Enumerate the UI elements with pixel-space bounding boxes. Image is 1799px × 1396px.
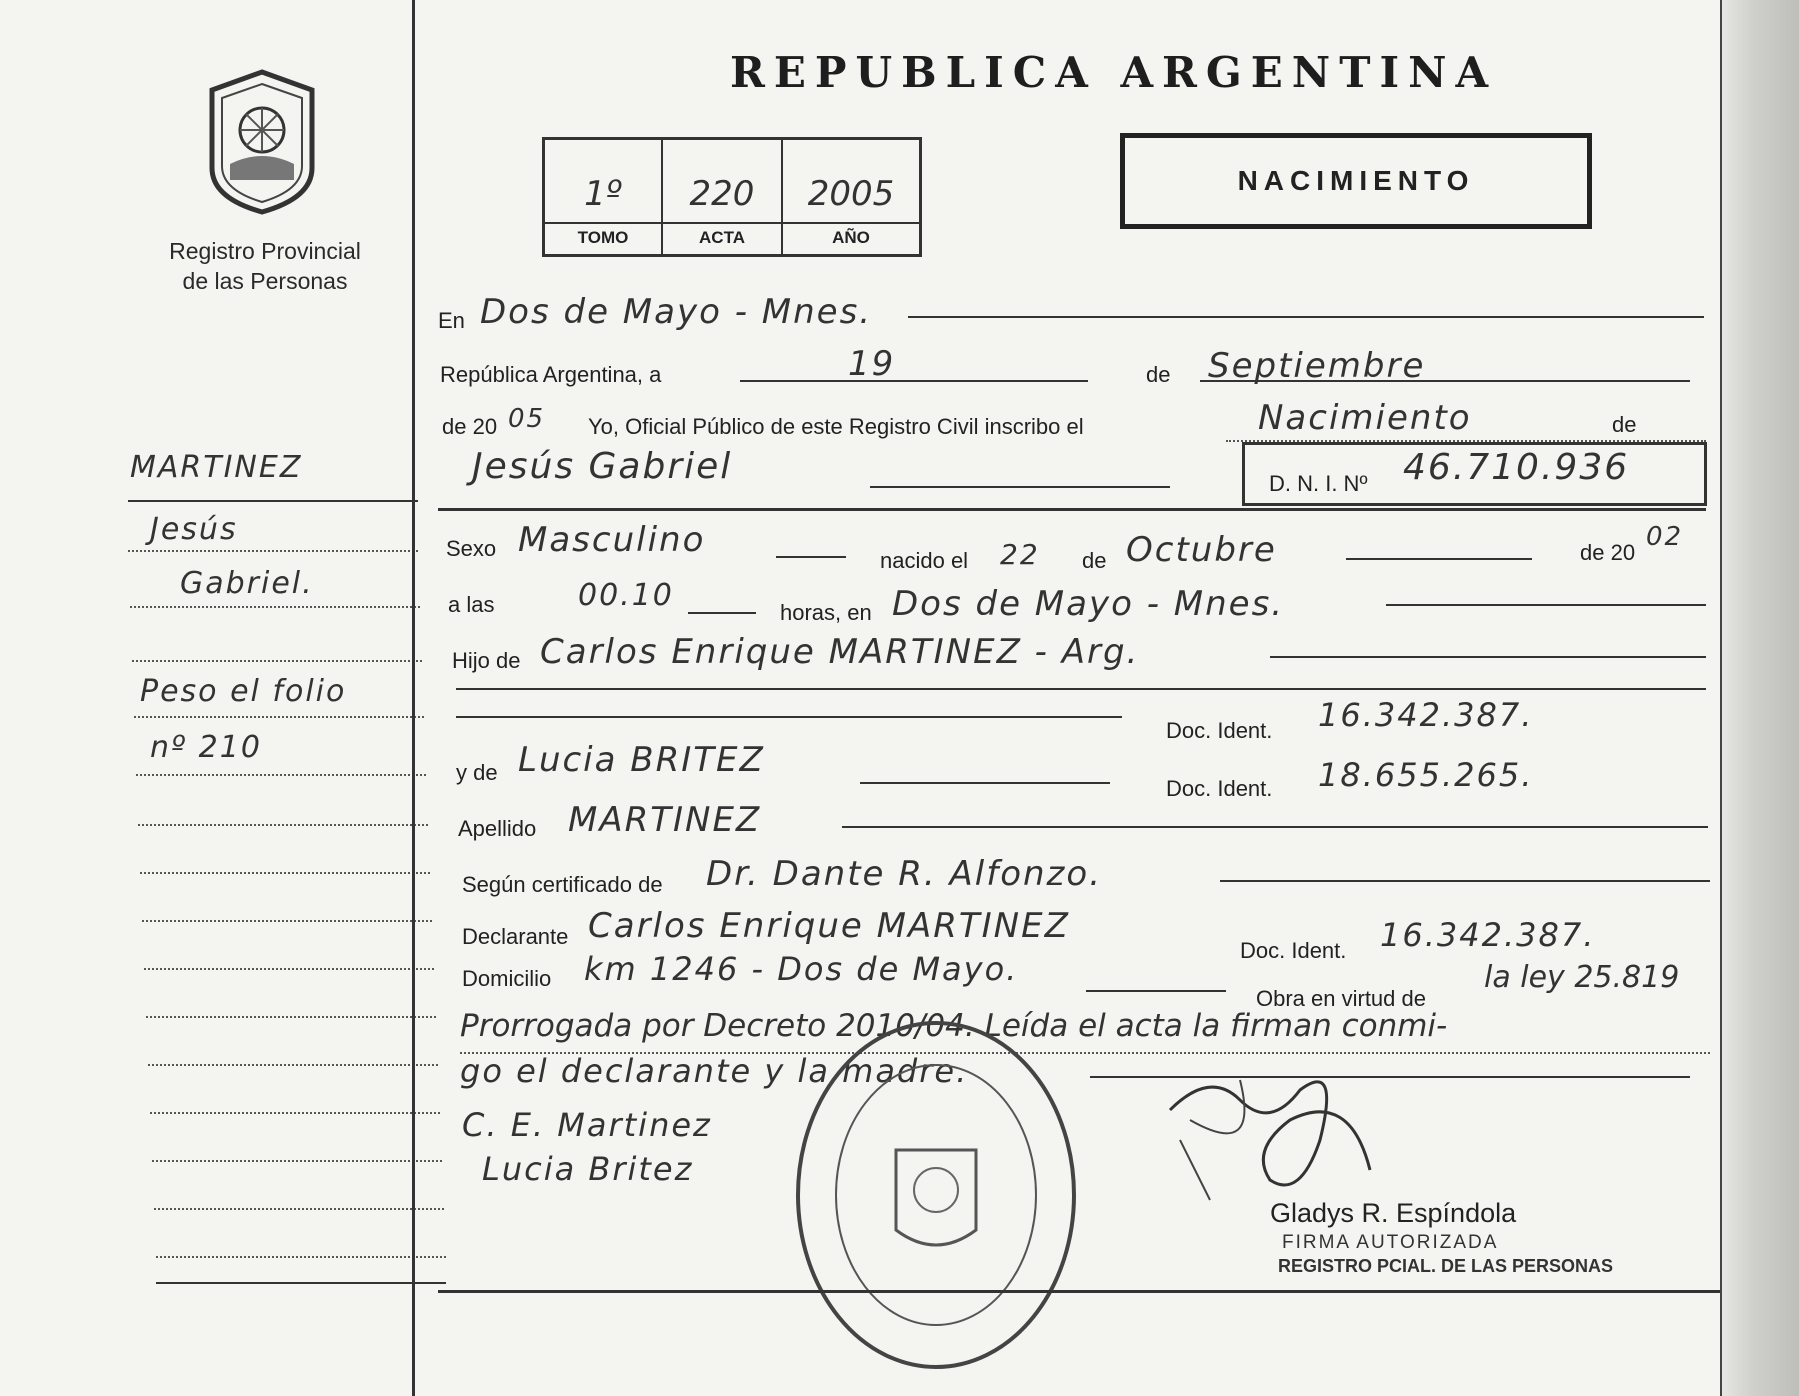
child-name-value: Jesús Gabriel <box>472 446 733 487</box>
declarante-label: Declarante <box>462 924 569 949</box>
annotation-line-b: go el declarante y la madre. <box>460 1052 969 1090</box>
annotation-line-a: Prorrogada por Decreto 2010/04. Leída el acta la firman conmi- <box>460 1008 1448 1044</box>
registry-name <box>150 236 380 296</box>
margin-line <box>156 1256 446 1258</box>
year-suffix-value: 05 <box>508 404 546 434</box>
de-label: de <box>1146 362 1171 387</box>
day-value: 19 <box>848 344 896 384</box>
margin-line <box>132 660 422 662</box>
hour-value: 00.10 <box>578 578 674 613</box>
horas-label: horas, en <box>780 600 872 625</box>
place-value: Dos de Mayo - Mnes. <box>480 292 873 332</box>
de20-label: de 20 <box>1580 540 1636 565</box>
margin-line <box>152 1160 442 1162</box>
tomo-value: 1º <box>584 174 622 214</box>
mother-signature: Lucia Britez <box>482 1150 694 1188</box>
de-label-3: de <box>1082 548 1107 573</box>
margin-note-1: Peso el folio <box>140 674 347 709</box>
ley-value: la ley 25.819 <box>1484 960 1680 995</box>
margin-bottom-rule <box>156 1282 446 1284</box>
margin-surname: MARTINEZ <box>130 450 303 485</box>
registry-stamp-icon <box>786 1010 1086 1380</box>
ano-label: AÑO <box>832 228 870 247</box>
tomo-label: TOMO <box>577 228 629 247</box>
official-signature-scribble <box>1150 1050 1390 1210</box>
fill-line <box>870 486 1170 488</box>
father-doc-value: 16.342.387. <box>1318 696 1534 734</box>
margin-rule <box>128 500 418 502</box>
declarante-value: Carlos Enrique MARTINEZ <box>588 906 1070 946</box>
registry-line-2: de las Personas <box>182 268 348 294</box>
margin-line <box>142 920 432 922</box>
domicilio-value: km 1246 - Dos de Mayo. <box>584 950 1019 988</box>
book-binding <box>1720 0 1799 1396</box>
fill-line <box>1220 880 1710 882</box>
margin-line <box>140 872 430 874</box>
margin-line <box>144 968 434 970</box>
official-registry: REGISTRO PCIAL. DE LAS PERSONAS <box>1278 1256 1614 1276</box>
birth-place-value: Dos de Mayo - Mnes. <box>892 584 1285 624</box>
margin-given-1: Jesús <box>150 512 238 547</box>
registry-line-1: Registro Provincial <box>169 238 361 264</box>
page-bottom-rule <box>438 1290 1720 1293</box>
republica-label: República Argentina, a <box>440 362 662 387</box>
margin-line <box>146 1016 436 1018</box>
sexo-value: Masculino <box>518 520 706 560</box>
birth-day-value: 22 <box>1000 538 1040 571</box>
event-value: Nacimiento <box>1258 398 1472 438</box>
doc-label-mother: Doc. Ident. <box>1166 776 1273 801</box>
en-label: En <box>438 308 465 333</box>
fill-line <box>842 826 1708 828</box>
fill-line <box>688 612 756 614</box>
declarant-signature: C. E. Martinez <box>462 1106 712 1144</box>
domicilio-label: Domicilio <box>462 966 552 991</box>
declarante-doc-value: 16.342.387. <box>1380 916 1596 954</box>
officer-text: Yo, Oficial Público de este Registro Civil inscribo el <box>588 414 1084 439</box>
fill-line <box>860 782 1110 784</box>
doc-label-father: Doc. Ident. <box>1166 718 1273 743</box>
de-label-2: de <box>1612 412 1637 437</box>
margin-line <box>130 606 420 608</box>
fill-line <box>456 688 1706 690</box>
fill-line <box>1086 990 1226 992</box>
acta-label: ACTA <box>699 228 745 247</box>
volume-table <box>542 137 922 257</box>
dni-value: 46.710.936 <box>1403 447 1630 488</box>
fill-line <box>1346 558 1532 560</box>
dni-box <box>1242 442 1707 506</box>
acta-value: 220 <box>689 174 755 214</box>
margin-given-2: Gabriel. <box>180 566 314 601</box>
apellido-value: MARTINEZ <box>568 800 762 840</box>
birth-year-suffix-value: 02 <box>1646 522 1684 552</box>
fill-line <box>1270 656 1706 658</box>
act-type-box: NACIMIENTO <box>1120 133 1592 229</box>
margin-line <box>136 774 426 776</box>
year-prefix-label: de 20 <box>442 414 498 439</box>
margin-column <box>0 0 415 1396</box>
mother-doc-value: 18.655.265. <box>1318 756 1534 794</box>
nacido-label: nacido el <box>880 548 969 573</box>
official-name: Gladys R. Espíndola <box>1270 1198 1517 1228</box>
margin-line <box>134 716 424 718</box>
fill-line <box>740 380 1088 382</box>
margin-line <box>150 1112 440 1114</box>
margin-line <box>148 1064 438 1066</box>
alas-label: a las <box>448 592 495 617</box>
hijo-label: Hijo de <box>452 648 521 673</box>
fill-line <box>776 556 846 558</box>
birth-month-value: Octubre <box>1126 530 1277 570</box>
ano-cell <box>783 140 919 254</box>
acta-cell <box>663 140 783 254</box>
mother-value: Lucia BRITEZ <box>518 740 765 780</box>
doctor-value: Dr. Dante R. Alfonzo. <box>706 854 1102 894</box>
margin-note-2: nº 210 <box>150 730 262 765</box>
doc-label-declarante: Doc. Ident. <box>1240 938 1347 963</box>
segun-label: Según certificado de <box>462 872 663 897</box>
fill-line <box>908 316 1704 318</box>
fill-line <box>456 716 1122 718</box>
section-divider <box>438 508 1706 511</box>
dni-label: D. N. I. Nº <box>1269 471 1368 496</box>
page-left-rule <box>412 0 415 1290</box>
country-title: REPUBLICA ARGENTINA <box>730 48 1498 97</box>
margin-line <box>154 1208 444 1210</box>
margin-line <box>128 550 418 552</box>
apellido-label: Apellido <box>458 816 537 841</box>
sexo-label: Sexo <box>446 536 497 561</box>
father-value: Carlos Enrique MARTINEZ - Arg. <box>540 632 1140 672</box>
fill-line <box>1200 380 1690 382</box>
margin-line <box>138 824 428 826</box>
official-role: FIRMA AUTORIZADA <box>1282 1232 1499 1253</box>
yde-label: y de <box>456 760 498 785</box>
tomo-cell <box>545 140 663 254</box>
fill-line <box>1386 604 1706 606</box>
province-seal-icon <box>200 68 324 216</box>
month-value: Septiembre <box>1208 346 1426 386</box>
obra-label: Obra en virtud de <box>1256 986 1426 1011</box>
ano-value: 2005 <box>807 174 895 214</box>
